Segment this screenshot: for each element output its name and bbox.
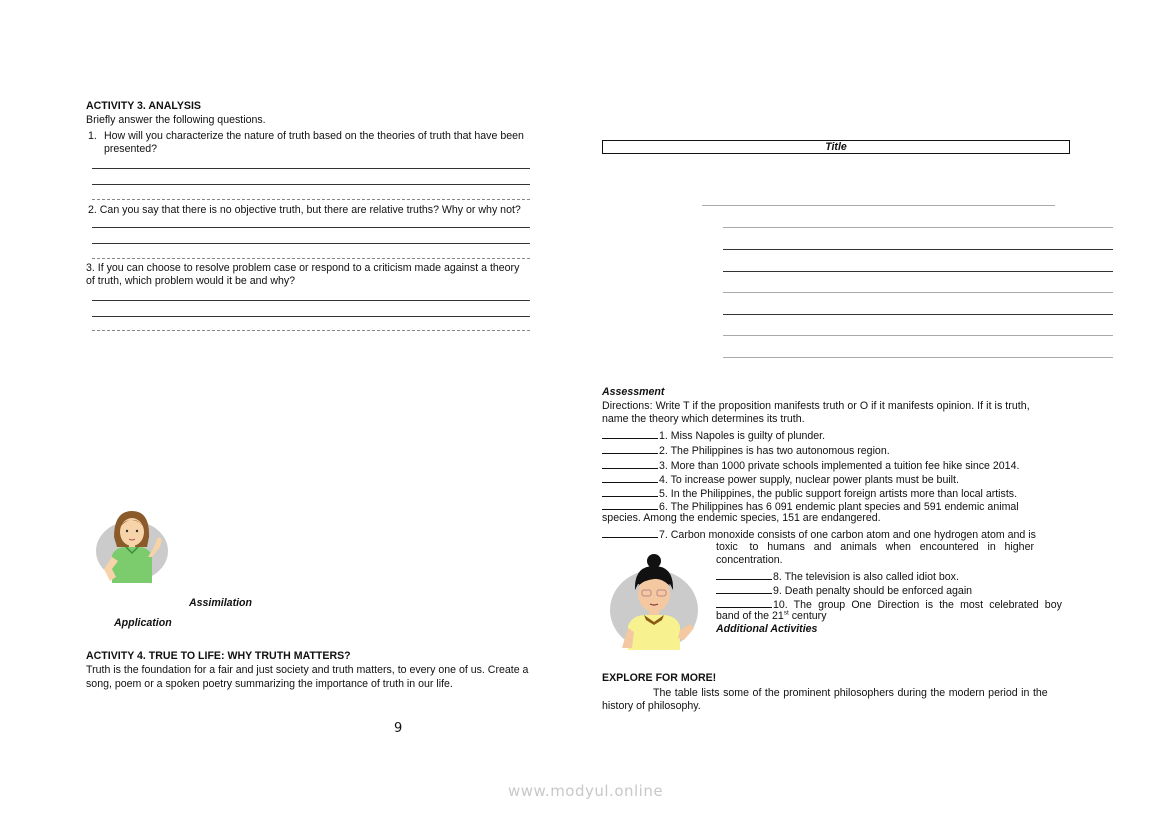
answer-blank-10[interactable] [716, 597, 772, 608]
title-box-label: Title [825, 141, 847, 153]
answer-line-q3-1[interactable] [92, 300, 530, 301]
activity4-heading: ACTIVITY 4. TRUE TO LIFE: WHY TRUTH MATTERS? [86, 650, 351, 662]
writing-line-4[interactable] [723, 292, 1113, 293]
writing-line-5[interactable] [723, 314, 1113, 315]
assessment-item-4: 4. To increase power supply, nuclear power plants must be built. [602, 472, 959, 487]
assessment-heading: Assessment [602, 386, 665, 398]
explore-line2: history of philosophy. [602, 700, 701, 712]
explore-heading: EXPLORE FOR MORE! [602, 672, 717, 684]
question-3-line2: of truth, which problem would it be and why? [86, 275, 296, 287]
answer-blank-7[interactable] [602, 527, 658, 538]
answer-blank-2[interactable] [602, 443, 658, 454]
assessment-item-6-cont: species. Among the endemic species, 151 are endangered. [602, 512, 881, 524]
answer-blank-3[interactable] [602, 458, 658, 469]
answer-line-q1-3[interactable] [92, 199, 530, 200]
answer-line-q3-3[interactable] [92, 330, 530, 331]
question-1-line1: How will you characterize the nature of truth based on the theories of truth that have been [104, 130, 524, 142]
assessment-directions-line2: name the theory which determines its truth. [602, 413, 805, 425]
question-1-number: 1. [88, 130, 97, 142]
assessment-item-1: 1. Miss Napoles is guilty of plunder. [602, 428, 825, 443]
assimilation-label: Assimilation [189, 597, 252, 609]
writing-line-top[interactable] [702, 205, 1055, 206]
assessment-item-7-cont2: concentration. [716, 554, 783, 566]
answer-line-q2-1[interactable] [92, 227, 530, 228]
application-label: Application [114, 617, 172, 629]
question-2: 2. Can you say that there is no objective truth, but there are relative truths? Why or why not? [88, 204, 521, 216]
writing-line-2[interactable] [723, 249, 1113, 250]
assessment-item-2: 2. The Philippines is has two autonomous region. [602, 443, 890, 458]
answer-line-q1-2[interactable] [92, 184, 530, 185]
activity4-line2: song, poem or a spoken poetry summarizing the importance of truth in our life. [86, 678, 453, 690]
title-box[interactable] [602, 140, 1070, 154]
answer-blank-5[interactable] [602, 486, 658, 497]
activity4-line1: Truth is the foundation for a fair and just society and truth matters, to every one of us. Create a [86, 664, 529, 676]
writing-line-3[interactable] [723, 271, 1113, 272]
assessment-item-7-cont1: toxic to humans and animals when encountered in higher [716, 541, 1034, 553]
girl-character-icon [92, 507, 172, 587]
teacher-character-icon [604, 552, 704, 652]
assessment-item-10-cont: band of the 21st century [716, 609, 827, 622]
watermark: www.modyul.online [508, 782, 664, 800]
question-1-line2: presented? [104, 143, 158, 155]
assessment-item-7: 7. Carbon monoxide consists of one carbon atom and one hydrogen atom and is [602, 527, 1036, 542]
assessment-item-10: 10. The group One Direction is the most celebrated boy [716, 597, 1062, 612]
answer-blank-4[interactable] [602, 472, 658, 483]
question-3-line1: 3. If you can choose to resolve problem case or respond to a criticism made against a theory [86, 262, 520, 274]
answer-blank-9[interactable] [716, 583, 772, 594]
answer-line-q2-2[interactable] [92, 243, 530, 244]
assessment-item-9: 9. Death penalty should be enforced again [716, 583, 972, 598]
assessment-item-5: 5. In the Philippines, the public support foreign artists more than local artists. [602, 486, 1017, 501]
writing-line-1[interactable] [723, 227, 1113, 228]
assessment-item-6: 6. The Philippines has 6 091 endemic plant species and 591 endemic animal [602, 499, 1019, 514]
answer-blank-1[interactable] [602, 428, 658, 439]
answer-line-q1-1[interactable] [92, 168, 530, 169]
additional-activities-heading: Additional Activities [716, 623, 818, 635]
explore-line1: The table lists some of the prominent philosophers during the modern period in the [653, 687, 1048, 699]
assessment-item-3: 3. More than 1000 private schools implemented a tuition fee hike since 2014. [602, 458, 1019, 473]
writing-line-6[interactable] [723, 335, 1113, 336]
assessment-directions-line1: Directions: Write T if the proposition manifests truth or O if it manifests opinion. If it is truth, [602, 400, 1030, 412]
answer-blank-8[interactable] [716, 569, 772, 580]
answer-line-q2-3[interactable] [92, 258, 530, 259]
answer-line-q3-2[interactable] [92, 316, 530, 317]
activity3-instruction: Briefly answer the following questions. [86, 114, 266, 126]
page-number: 9 [394, 721, 403, 736]
assessment-item-8: 8. The television is also called idiot box. [716, 569, 959, 584]
writing-line-7[interactable] [723, 357, 1113, 358]
answer-blank-6[interactable] [602, 499, 658, 510]
activity3-heading: ACTIVITY 3. ANALYSIS [86, 100, 201, 112]
